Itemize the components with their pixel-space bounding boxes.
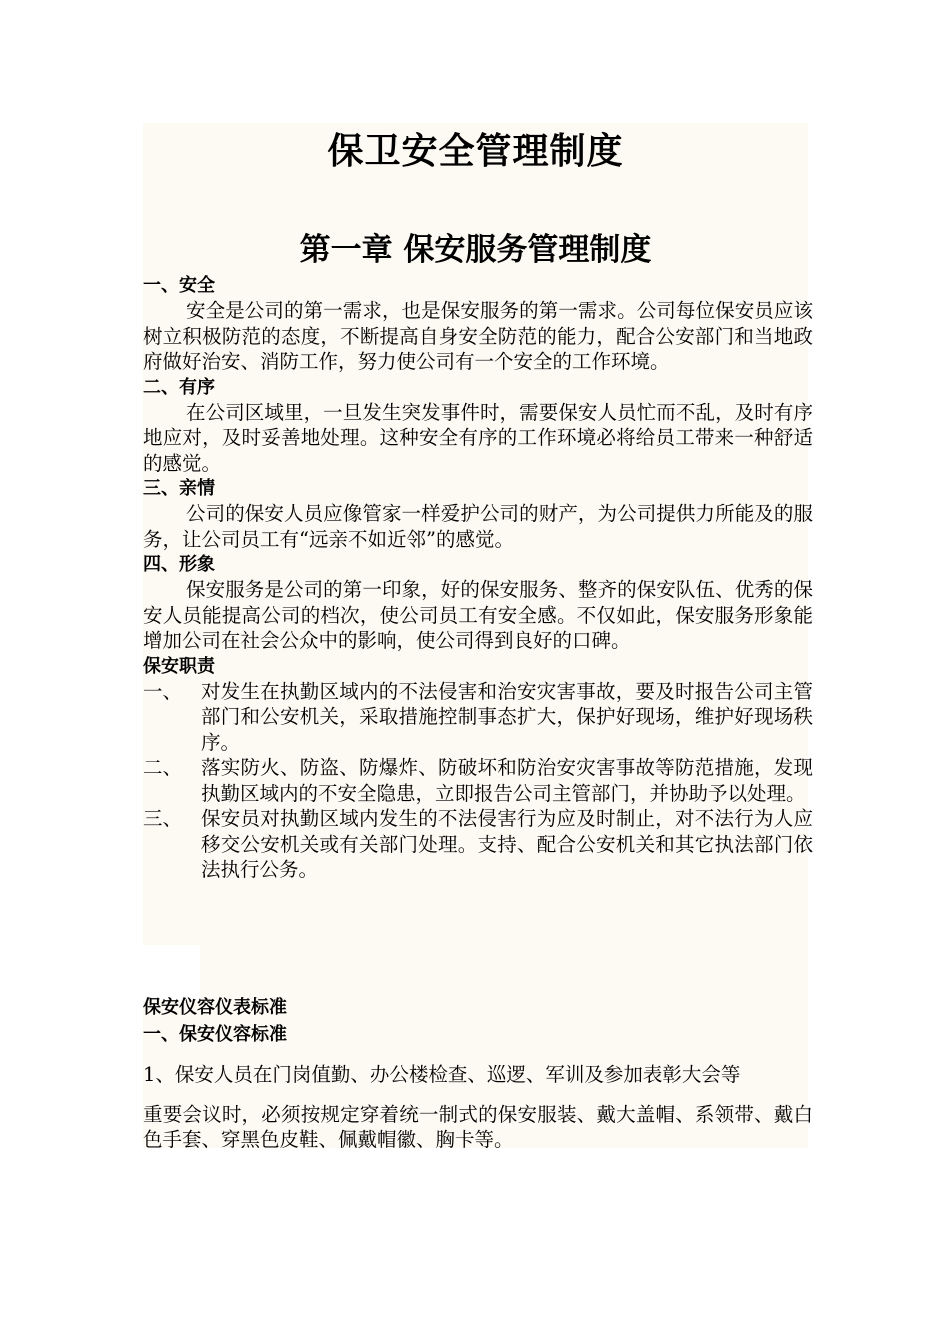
duties-heading: 保安职责 bbox=[143, 655, 215, 677]
duty-item bbox=[143, 755, 813, 806]
document-title: 保卫安全管理制度 bbox=[327, 130, 624, 172]
appearance-heading: 保安仪容仪表标准 bbox=[143, 997, 287, 1018]
section-heading: 三、亲情 bbox=[143, 478, 215, 499]
duty-number: 一、 bbox=[143, 679, 183, 703]
duty-text: 对发生在执勤区域内的不法侵害和治安灾害事故，要及时报告公司主管部门和公安机关，采取措施控制事态扩大，保护好现场，维护好现场秩序。 bbox=[201, 679, 813, 754]
chapter-title: 第一章 保安服务管理制度 bbox=[299, 232, 652, 268]
appearance-item-first-line: 1、保安人员在门岗值勤、办公楼检查、巡逻、军训及参加表彰大会等 bbox=[143, 1063, 741, 1086]
appearance-item-continuation: 重要会议时，必须按规定穿着统一制式的保安服装、戴大盖帽、系领带、戴白色手套、穿黑色皮鞋、佩戴帽徽、胸卡等。 bbox=[143, 1102, 813, 1151]
section-order bbox=[143, 375, 813, 477]
appearance-subheading: 一、保安仪容标准 bbox=[143, 1024, 287, 1045]
section-affection bbox=[143, 476, 813, 552]
duty-number: 三、 bbox=[143, 807, 183, 830]
duty-item bbox=[143, 679, 813, 756]
section-body: 保安服务是公司的第一印象，好的保安服务、整齐的保安队伍、优秀的保安人员能提高公司的档次，使公司员工有安全感。不仅如此，保安服务形象能增加公司在社会公众中的影响，使公司得到良好的口碑。 bbox=[143, 578, 813, 652]
section-safety bbox=[143, 273, 813, 375]
section-list bbox=[143, 273, 813, 883]
appearance-section bbox=[143, 994, 813, 1153]
duty-item bbox=[143, 806, 813, 883]
section-heading: 四、形象 bbox=[143, 554, 215, 575]
appearance-item bbox=[143, 1062, 813, 1153]
section-heading: 二、有序 bbox=[143, 376, 215, 398]
section-body: 公司的保安人员应像管家一样爱护公司的财产，为公司提供力所能及的服务，让公司员工有“远亲不如近邻”的感觉。 bbox=[143, 502, 813, 551]
section-body: 安全是公司的第一需求，也是保安服务的第一需求。公司每位保安员应该树立积极防范的态度，不断提高自身安全防范的能力，配合公安部门和当地政府做好治安、消防工作，努力使公司有一个安全的工作环境。 bbox=[143, 299, 813, 373]
section-heading: 一、安全 bbox=[143, 275, 215, 296]
section-body: 在公司区域里，一旦发生突发事件时，需要保安人员忙而不乱，及时有序地应对，及时妥善地处理。这种安全有序的工作环境必将给员工带来一种舒适的感觉。 bbox=[143, 400, 813, 475]
section-image bbox=[143, 552, 813, 654]
duty-text: 落实防火、防盗、防爆炸、防破坏和防治安灾害事故等防范措施，发现执勤区域内的不安全隐患，立即报告公司主管部门，并协助予以处理。 bbox=[201, 756, 813, 805]
duty-number: 二、 bbox=[143, 756, 183, 779]
duty-text: 保安员对执勤区域内发生的不法侵害行为应及时制止，对不法行为人应移交公安机关或有关部门处理。支持、配合公安机关和其它执法部门依法执行公务。 bbox=[201, 807, 813, 881]
duties-section bbox=[143, 654, 813, 883]
